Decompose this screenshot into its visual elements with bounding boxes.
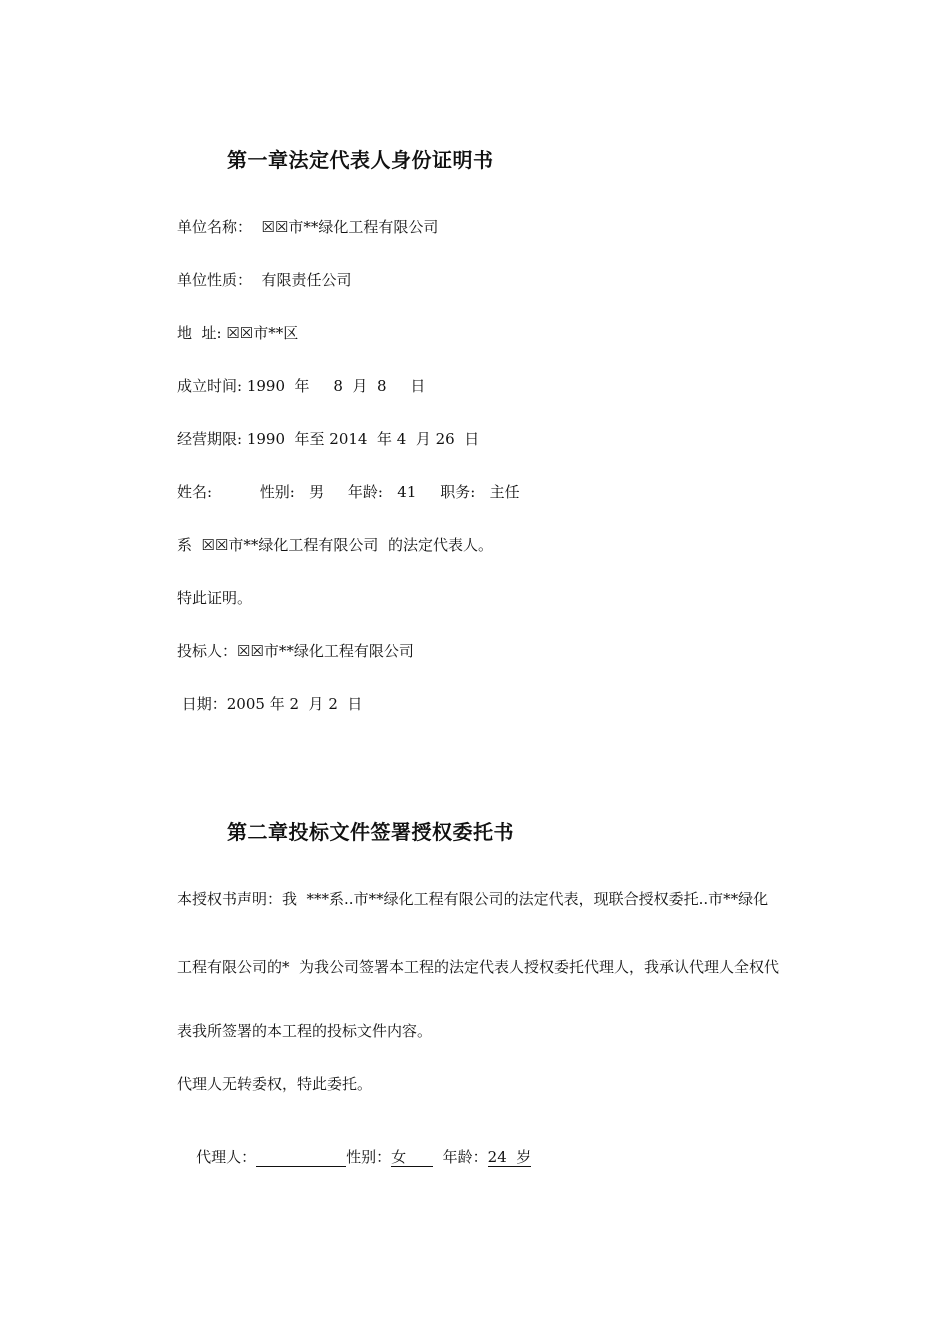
unit-name-line: 单位名称： ☒☒市**绿化工程有限公司 xyxy=(177,218,439,236)
certify-line: 特此证明。 xyxy=(177,589,253,607)
date-line: 日期：2005 年 2 月 2 日 xyxy=(177,695,363,713)
person-info-line: 姓名: 性别: 男 年龄: 41 职务: 主任 xyxy=(177,483,520,501)
age-value: 24 岁 xyxy=(487,1148,532,1166)
agent-line xyxy=(177,1127,531,1187)
bidder-line: 投标人：☒☒市**绿化工程有限公司 xyxy=(177,642,414,660)
declaration-line-1: 本授权书声明：我 ***系..市**绿化工程有限公司的法定代表，现联合授权委托..市**绿化 xyxy=(177,890,769,908)
agent-blank xyxy=(256,1148,346,1167)
established-line: 成立时间: 1990 年 8 月 8 日 xyxy=(177,377,426,395)
gender-label: 性别： xyxy=(346,1148,392,1166)
gender-value: 女 xyxy=(391,1148,433,1167)
address-line: 地 址: ☒☒市**区 xyxy=(177,324,299,342)
chapter2-title: 第二章投标文件签署授权委托书 xyxy=(227,820,514,844)
unit-nature-line: 单位性质： 有限责任公司 xyxy=(177,271,352,289)
chapter1-title: 第一章法定代表人身份证明书 xyxy=(227,148,494,172)
agent-label: 代理人： xyxy=(196,1148,257,1166)
age-label: 年龄： xyxy=(433,1148,488,1166)
declaration-line-3: 表我所签署的本工程的投标文件内容。 xyxy=(177,1022,433,1040)
declaration-line-2: 工程有限公司的* 为我公司签署本工程的法定代表人授权委托代理人，我承认代理人全权代 xyxy=(177,958,780,976)
no-transfer-line: 代理人无转委权，特此委托。 xyxy=(177,1075,373,1093)
business-term-line: 经营期限: 1990 年至 2014 年 4 月 26 日 xyxy=(177,430,480,448)
representative-line: 系 ☒☒市**绿化工程有限公司 的法定代表人。 xyxy=(177,536,493,554)
